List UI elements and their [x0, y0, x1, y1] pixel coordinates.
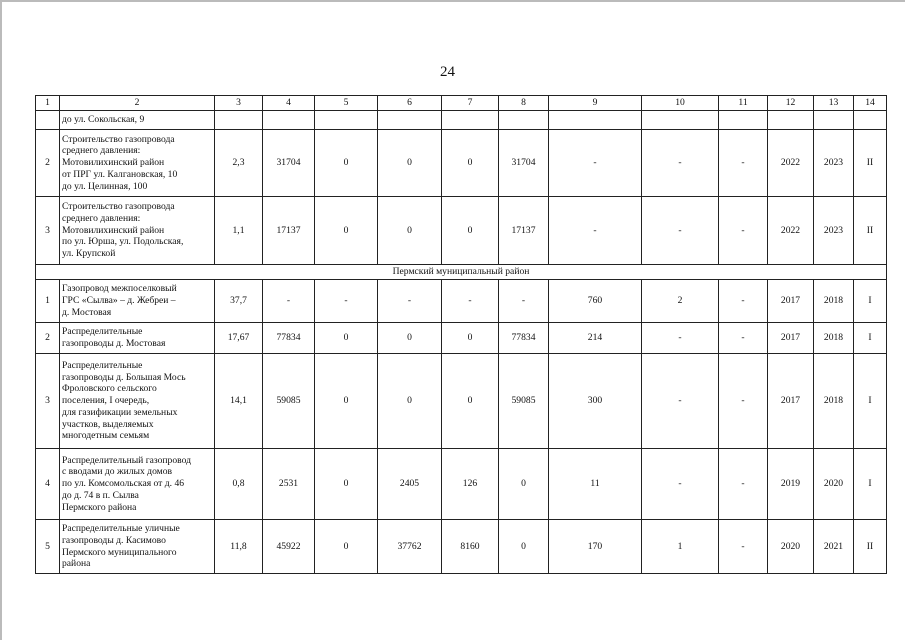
table-cell: 77834 [263, 323, 315, 354]
table-cell: 59085 [499, 354, 549, 449]
object-name-cell: Строительство газопровода среднего давления: Мотовилихинский район по ул. Юрша, ул. Подольская, ул. Крупской [60, 197, 215, 265]
table-cell: 2018 [814, 280, 854, 323]
table-cell: - [378, 280, 442, 323]
table-cell: 0 [442, 130, 499, 197]
object-name-cell: Строительство газопровода среднего давления: Мотовилихинский район от ПРГ ул. Калгановская, 10 до ул. Целинная, 100 [60, 130, 215, 197]
table-cell [36, 111, 60, 130]
header-cell: 9 [549, 96, 642, 111]
table-cell: 0 [315, 449, 378, 520]
table-cell [719, 111, 768, 130]
header-cell: 7 [442, 96, 499, 111]
table-cell: 37,7 [215, 280, 263, 323]
table-cell: 0 [315, 130, 378, 197]
table-cell: - [315, 280, 378, 323]
table-cell: 126 [442, 449, 499, 520]
table-cell: 11 [549, 449, 642, 520]
table-cell: I [854, 323, 887, 354]
header-cell: 8 [499, 96, 549, 111]
table-cell: 2019 [768, 449, 814, 520]
table-cell: - [719, 323, 768, 354]
table-cell [768, 111, 814, 130]
section-title: Пермский муниципальный район [36, 265, 887, 280]
table-cell: 0 [378, 130, 442, 197]
table-cell: 17137 [499, 197, 549, 265]
table-cell: - [719, 197, 768, 265]
table-cell: 2018 [814, 354, 854, 449]
table-cell: 45922 [263, 520, 315, 574]
table-cell: 14,1 [215, 354, 263, 449]
table-cell: 760 [549, 280, 642, 323]
table-cell: 2022 [768, 130, 814, 197]
table-cell [499, 111, 549, 130]
table-cell: 0 [378, 354, 442, 449]
table-cell: 0 [315, 520, 378, 574]
table-cell: 77834 [499, 323, 549, 354]
table-cell: 0 [378, 197, 442, 265]
table-row [36, 323, 887, 354]
table-row [36, 197, 887, 265]
table-cell: 2023 [814, 197, 854, 265]
table-cell: 3 [36, 197, 60, 265]
table-cell: 2020 [768, 520, 814, 574]
table-cell: 300 [549, 354, 642, 449]
table-cell: I [854, 449, 887, 520]
table-cell: - [442, 280, 499, 323]
object-name-cell: Газопровод межпоселковый ГРС «Сылва» – д. Жебреи – д. Мостовая [60, 280, 215, 323]
header-cell: 11 [719, 96, 768, 111]
table-cell: 2017 [768, 354, 814, 449]
table-cell: 3 [36, 354, 60, 449]
table-cell: II [854, 130, 887, 197]
table-cell: - [642, 323, 719, 354]
table-cell: 17,67 [215, 323, 263, 354]
table-cell: - [549, 197, 642, 265]
table-row [36, 130, 887, 197]
table-cell: 2020 [814, 449, 854, 520]
object-name-cell: Распределительные газопроводы д. Мостовая [60, 323, 215, 354]
table-cell: 0 [442, 323, 499, 354]
table-row [36, 449, 887, 520]
header-cell: 10 [642, 96, 719, 111]
table-header-row [36, 96, 887, 111]
table-cell: I [854, 280, 887, 323]
header-cell: 3 [215, 96, 263, 111]
table-cell: 1 [642, 520, 719, 574]
table-cell: 59085 [263, 354, 315, 449]
table-cell [378, 111, 442, 130]
table-cell: - [719, 130, 768, 197]
table-cell: 31704 [263, 130, 315, 197]
header-cell: 5 [315, 96, 378, 111]
table-cell: 0 [315, 323, 378, 354]
gas-pipeline-table [35, 95, 887, 574]
table-cell: 0 [442, 197, 499, 265]
table-cell: 0 [499, 520, 549, 574]
table-cell: 1,1 [215, 197, 263, 265]
table-cell [854, 111, 887, 130]
table-cell: 170 [549, 520, 642, 574]
table-cell [642, 111, 719, 130]
header-cell: 12 [768, 96, 814, 111]
table-row [36, 520, 887, 574]
header-cell: 6 [378, 96, 442, 111]
table-cell [215, 111, 263, 130]
table-cell: - [642, 130, 719, 197]
table-cell: 0 [499, 449, 549, 520]
table-cell: 4 [36, 449, 60, 520]
header-cell: 4 [263, 96, 315, 111]
table-cell: - [719, 449, 768, 520]
table-cell: 2023 [814, 130, 854, 197]
header-cell: 13 [814, 96, 854, 111]
table-cell: 2017 [768, 323, 814, 354]
section-row [36, 265, 887, 280]
page-number: 24 [440, 64, 455, 80]
table-cell: 2 [36, 130, 60, 197]
table-cell: 0 [315, 197, 378, 265]
object-name-cell: до ул. Сокольская, 9 [60, 111, 215, 130]
table-cell: 2 [642, 280, 719, 323]
table-cell: 11,8 [215, 520, 263, 574]
table-row [36, 280, 887, 323]
table-cell: I [854, 354, 887, 449]
table-cell [442, 111, 499, 130]
table-cell: - [719, 520, 768, 574]
object-name-cell: Распределительные уличные газопроводы д. Касимово Пермского муниципального района [60, 520, 215, 574]
table-row [36, 111, 887, 130]
table-cell: - [499, 280, 549, 323]
table-cell: 0 [378, 323, 442, 354]
table-cell: - [263, 280, 315, 323]
header-cell: 14 [854, 96, 887, 111]
table-cell: - [642, 449, 719, 520]
table-cell: 2017 [768, 280, 814, 323]
table-cell: 17137 [263, 197, 315, 265]
table-cell: - [642, 354, 719, 449]
table-cell: 0 [315, 354, 378, 449]
table-cell: 2531 [263, 449, 315, 520]
table-cell: II [854, 197, 887, 265]
scan-top-edge [0, 0, 905, 2]
table-cell: 2405 [378, 449, 442, 520]
table-cell: - [549, 130, 642, 197]
header-cell: 1 [36, 96, 60, 111]
table-cell: 8160 [442, 520, 499, 574]
table-cell [263, 111, 315, 130]
table-cell: 2018 [814, 323, 854, 354]
table-cell: II [854, 520, 887, 574]
table-cell: 37762 [378, 520, 442, 574]
table-cell [814, 111, 854, 130]
table-cell: 2,3 [215, 130, 263, 197]
table-cell: - [719, 280, 768, 323]
scan-left-edge [0, 0, 2, 640]
table-cell: 214 [549, 323, 642, 354]
table-cell: 2021 [814, 520, 854, 574]
object-name-cell: Распределительный газопровод с вводами до жилых домов по ул. Комсомольская от д. 46 до д. 74 в п. Сылва Пермского района [60, 449, 215, 520]
table-row [36, 354, 887, 449]
header-cell: 2 [60, 96, 215, 111]
table-cell: 2 [36, 323, 60, 354]
object-name-cell: Распределительные газопроводы д. Большая Мось Фроловского сельского поселения, I очередь, для газификации земельных участков, выделяемых многодетным семьям [60, 354, 215, 449]
table-cell: 0 [442, 354, 499, 449]
table-cell: 1 [36, 280, 60, 323]
table-cell: 5 [36, 520, 60, 574]
table-cell [315, 111, 378, 130]
table-cell: - [719, 354, 768, 449]
table-cell [549, 111, 642, 130]
table-cell: - [642, 197, 719, 265]
table-cell: 31704 [499, 130, 549, 197]
table-cell: 0,8 [215, 449, 263, 520]
table-cell: 2022 [768, 197, 814, 265]
